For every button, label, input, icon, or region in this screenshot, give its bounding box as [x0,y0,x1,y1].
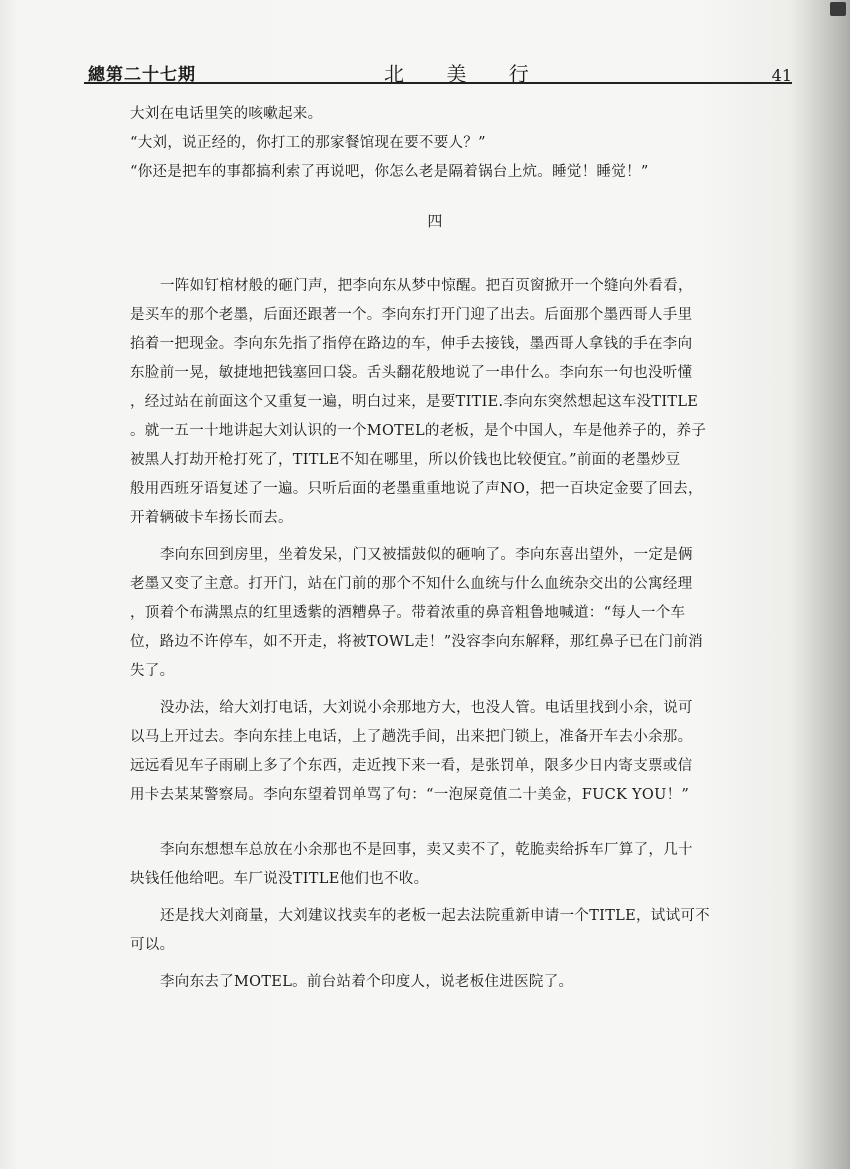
paragraph: 李向东去了MOTEL。前台站着个印度人，说老板住进医院了。 [160,974,574,990]
intro-line: “你还是把车的事都搞利索了再说吧，你怎么老是隔着锅台上炕。睡觉！睡觉！” [130,164,649,180]
intro-line: 大刘在电话里笑的咳嗽起来。 [130,106,323,122]
paragraph: 李向东想想车总放在小余那也不是回事，卖又卖不了，乾脆卖给拆车厂算了，几十 块钱任他给吧。车厂说没TITLE他们也不收。 [130,842,693,887]
page-number: 41 [771,66,792,85]
page-edge-shadow [810,0,850,1169]
section-marker: 四 [427,212,443,230]
header-rule [84,82,792,84]
paragraph: 没办法，给大刘打电话，大刘说小余那地方大，也没人管。电话里找到小余，说可 以马上开过去。李向东挂上电话，上了趟洗手间，出来把门锁上，准备开车去小余那。 远远看见车子雨刷上多了个东西，走近拽下来一看，是张罚单，限多少日内寄支票或信 用卡去某某警察局。李向东望着罚单骂了句：“一泡屎竟值二十美金，FUCK YOU！” [130,700,693,803]
paragraph: 还是找大刘商量，大刘建议找卖车的老板一起去法院重新申请一个TITLE，试试可不 可以。 [130,908,710,953]
staple-mark [830,2,846,16]
article-body [130,100,740,997]
paragraph: 李向东回到房里，坐着发呆，门又被擂鼓似的砸响了。李向东喜出望外，一定是俩 老墨又变了主意。打开门，站在门前的那个不知什么血统与什么血统杂交出的公寓经理 ，顶着个布满黑点的红里透紫的酒糟鼻子。带着浓重的鼻音粗鲁地喊道：“每人一个车 位，路边不许停车，如不开走，将被TOWL走！”没容李向东解释，那红鼻子已在门前消 失了。 [130,547,704,679]
intro-line: “大刘，说正经的，你打工的那家餐馆现在要不要人？” [130,135,486,151]
page-header [84,58,798,84]
paragraph: 一阵如钉棺材般的砸门声，把李向东从梦中惊醒。把百页窗掀开一个缝向外看看， 是买车的那个老墨，后面还跟著一个。李向东打开门迎了出去。后面那个墨西哥人手里 掐着一把现金。李向东先指了指停在路边的车，伸手去接钱，墨西哥人拿钱的手在李向 东脸前一晃，敏捷地把钱塞回口袋。舌头翻花般地说了一串什么。李向东一句也没听懂 ，经过站在前面这个又重复一遍，明白过来，是要TITIE.李向东突然想起这车没TITLE 。就一五一十地讲起大刘认识的一个MOTEL的老板，是个中国人，车是他养子的，养子 被黑人打劫开枪打死了，TITLE不知在哪里，所以价钱也比较便宜。”前面的老墨炒豆 般用西班牙语复述了一遍。只听后面的老墨重重地说了声NO，把一百块定金要了回去， 开着辆破卡车扬长而去。 [130,278,707,526]
journal-title: 北 美 行 [384,62,547,86]
issue-label: 總第二十七期 [88,65,196,85]
